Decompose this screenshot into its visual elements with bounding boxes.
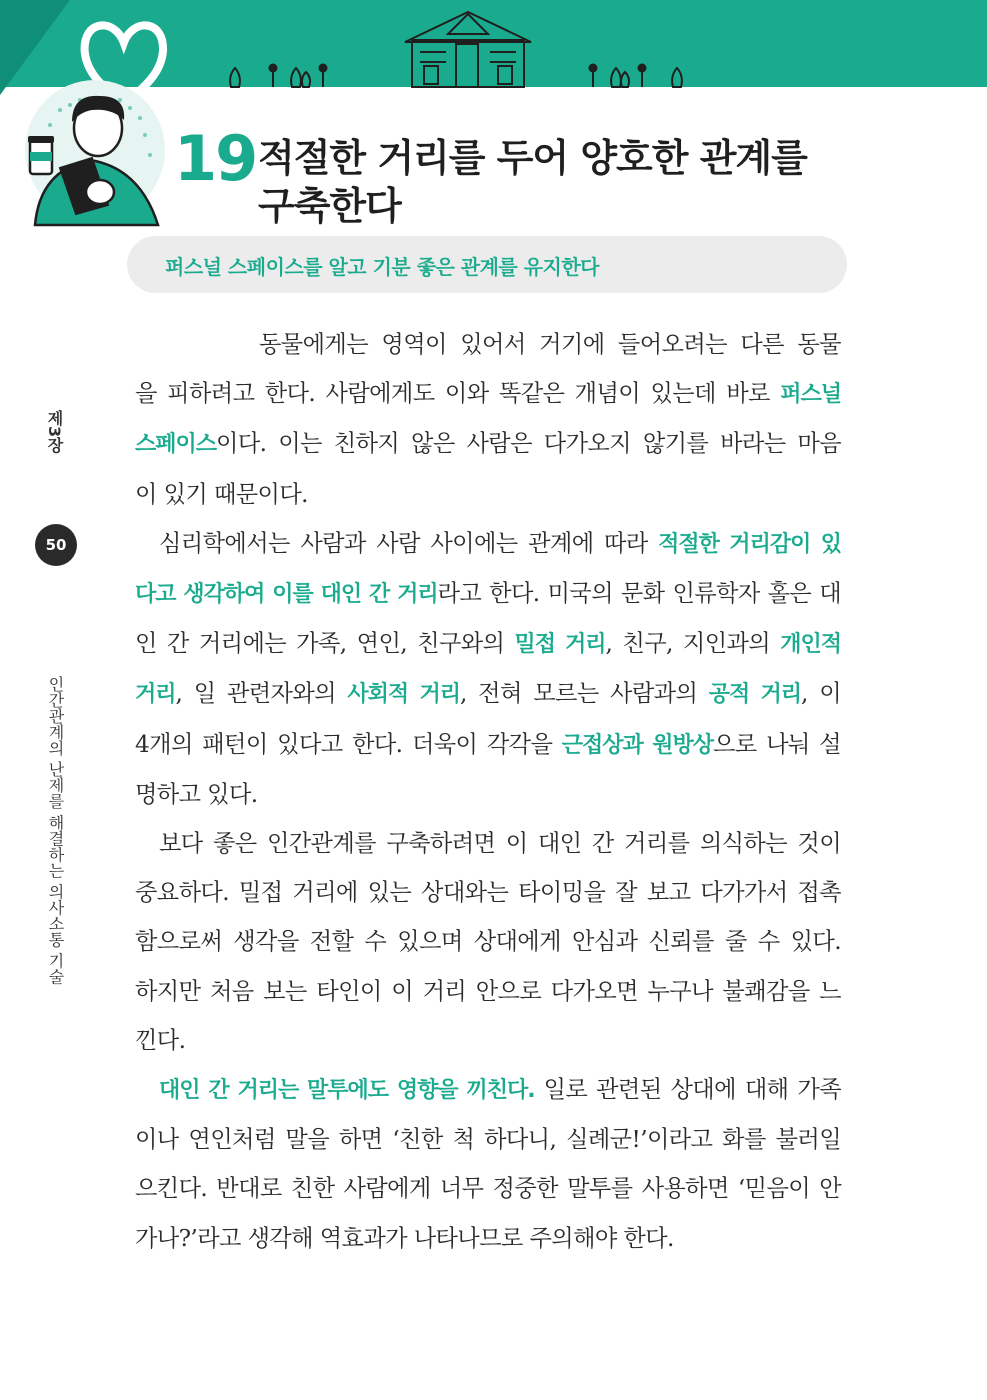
subtitle-pill	[127, 236, 847, 293]
subtitle-text: 퍼스널 스페이스를 알고 기분 좋은 관계를 유지한다	[165, 255, 599, 279]
text-line: 동물에게는 영역이 있어서 거기에 들어오려는 다른 동물	[259, 331, 841, 358]
header-corner-shape	[0, 0, 70, 95]
highlight-term: 근접상과 원방상	[561, 732, 713, 758]
text-line: 으킨다. 반대로 친한 사람에게 너무 정중한 말투를 사용하면 ‘믿음이 안	[135, 1175, 841, 1203]
side-chapter-label: 제3장	[45, 410, 64, 454]
page-title-line-2: 구축한다	[258, 184, 401, 228]
highlight-term: 개인적	[780, 632, 841, 658]
highlight-term: 공적 거리	[708, 682, 802, 708]
text-line: 이 있기 때문이다.	[135, 480, 308, 508]
text-line: 보다 좋은 인간관계를 구축하려면 이 대인 간 거리를 의식하는 것이	[159, 830, 841, 858]
side-book-title: 인간관계의 난제를 해결하는 의사소통 기술	[46, 676, 65, 985]
text-line: 을 피하려고 한다. 사람에게도 이와 똑같은 개념이 있는데 바로 퍼스널	[135, 380, 841, 408]
text-line: 다고 생각하여 이를 대인 간 거리라고 한다. 미국의 문화 인류학자 홀은 대	[135, 580, 841, 608]
highlight-term: 적절한 거리감이 있	[658, 531, 841, 557]
highlight-term: 거리	[135, 682, 176, 708]
page-title-line-1: 적절한 거리를 두어 양호한 관계를	[258, 136, 807, 180]
text-line: 대인 간 거리는 말투에도 영향을 끼친다. 일로 관련된 상대에 대해 가족	[159, 1076, 841, 1104]
text-line: 거리, 일 관련자와의 사회적 거리, 전혀 모르는 사람과의 공적 거리, 이	[135, 680, 842, 708]
street-lamps	[270, 65, 646, 88]
chapter-number: 19	[174, 122, 257, 195]
highlight-term: 밀접 거리	[514, 632, 606, 658]
text-line: 스페이스이다. 이는 친하지 않은 사람은 다가오지 않기를 바라는 마음	[135, 430, 841, 458]
building-illustration	[405, 12, 531, 87]
text-line: 낀다.	[135, 1026, 186, 1054]
text-line: 이나 연인처럼 말을 하면 ‘친한 척 하다니, 실례군!’이라고 화를 불러일	[135, 1126, 841, 1154]
highlight-term: 스페이스	[135, 432, 217, 458]
text-line: 명하고 있다.	[135, 780, 258, 808]
page-title	[258, 134, 898, 230]
highlight-term: 사회적 거리	[347, 682, 460, 708]
body-text	[135, 320, 841, 1263]
text-line: 함으로써 생각을 전할 수 있으며 상대에게 안심과 신뢰를 줄 수 있다.	[135, 928, 841, 956]
highlight-term: 퍼스널	[780, 382, 841, 408]
text-line: 인 간 거리에는 가족, 연인, 친구와의 밀접 거리, 친구, 지인과의 개인적	[135, 630, 841, 658]
highlight-term: 다고 생각하여 이를 대인 간 거리	[135, 582, 438, 608]
reader-hand	[86, 180, 114, 204]
text-line: 중요하다. 밀접 거리에 있는 상대와는 타이밍을 잘 보고 다가가서 접촉	[135, 879, 841, 907]
text-line: 심리학에서는 사람과 사람 사이에는 관계에 따라 적절한 거리감이 있	[159, 529, 841, 557]
text-line: 가나?’라고 생각해 역효과가 나타나므로 주의해야 한다.	[135, 1224, 674, 1252]
highlight-term: 대인 간 거리는 말투에도 영향을 끼친다.	[159, 1078, 535, 1104]
text-line: 4개의 패턴이 있다고 한다. 더욱이 각각을 근접상과 원방상으로 나눠 설	[135, 730, 841, 758]
page-number-badge: 50	[35, 524, 77, 566]
text-line: 하지만 처음 보는 타인이 이 거리 안으로 다가오면 누구나 불쾌감을 느	[135, 977, 841, 1005]
